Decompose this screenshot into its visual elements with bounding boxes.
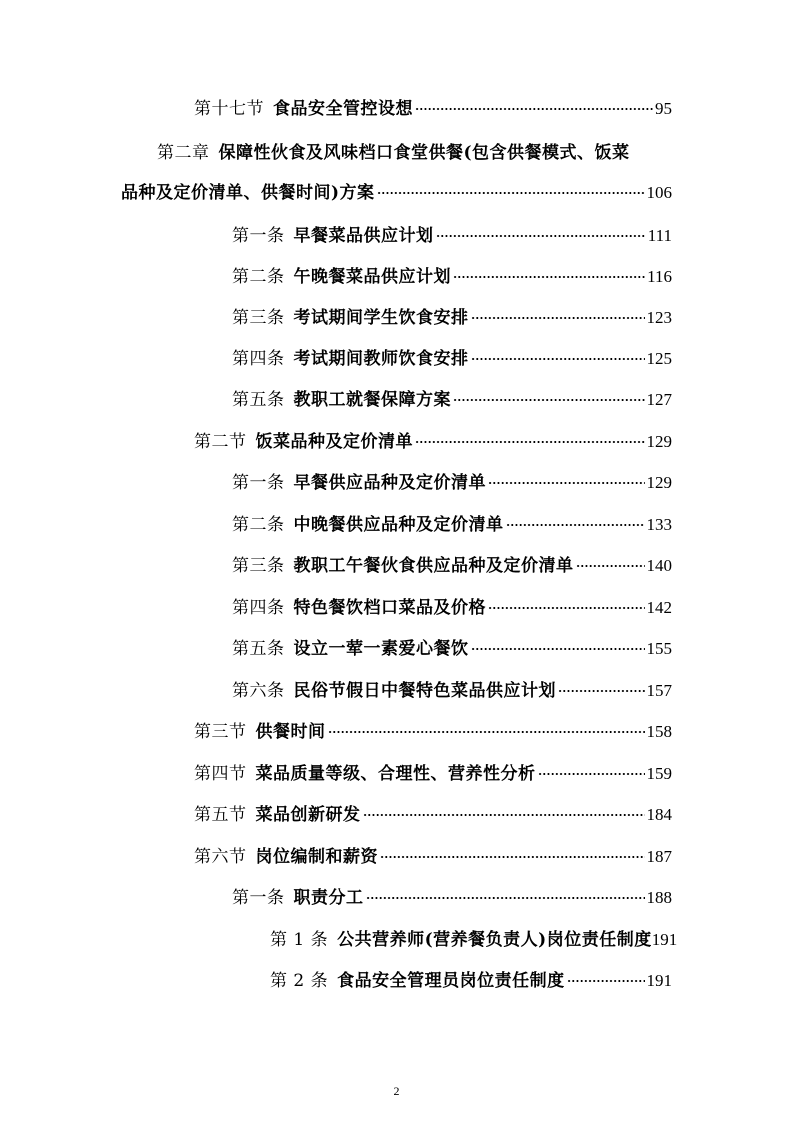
- toc-entry-page: 95: [655, 99, 672, 118]
- toc-entry[interactable]: [232, 266, 672, 288]
- toc-entry[interactable]: [270, 970, 672, 992]
- toc-entry-label: 第四条: [232, 349, 285, 369]
- toc-entry-title: 供餐时间: [255, 722, 326, 742]
- toc-entry-title: 菜品质量等级、合理性、营养性分析: [255, 764, 536, 784]
- toc-entry-page: 188: [646, 888, 672, 907]
- toc-entry-title: 教职工就餐保障方案: [293, 390, 451, 410]
- toc-entry-title: 菜品创新研发: [255, 805, 361, 825]
- toc-chapter-label: 第二章: [157, 143, 210, 163]
- toc-entry-page: 125: [646, 349, 672, 368]
- toc-entry-label: 第一条: [232, 226, 285, 246]
- toc-entry-page: 106: [646, 183, 672, 202]
- dot-leader: [488, 606, 645, 610]
- toc-entry-label: 第二条: [232, 515, 285, 535]
- toc-entry-page: 142: [646, 598, 672, 617]
- toc-entry-page: 155: [646, 639, 672, 658]
- toc-entry[interactable]: [194, 804, 672, 826]
- dot-leader: [558, 689, 645, 693]
- toc-entry[interactable]: [194, 98, 672, 120]
- toc-entry-title: 午晚餐菜品供应计划: [293, 267, 451, 287]
- toc-entry-page: 111: [647, 226, 672, 245]
- toc-entry-label: 第三节: [194, 722, 247, 742]
- toc-entry[interactable]: [232, 225, 672, 247]
- toc-entry-title: 特色餐饮档口菜品及价格: [293, 598, 486, 618]
- toc-entry[interactable]: [232, 887, 672, 909]
- toc-entry-label: 第五条: [232, 639, 285, 659]
- toc-entry-label: 第三条: [232, 308, 285, 328]
- dot-leader: [471, 357, 645, 361]
- toc-entry[interactable]: [232, 307, 672, 329]
- dot-leader: [415, 440, 645, 444]
- dot-leader: [453, 398, 645, 402]
- toc-entry-label: 第 2 条: [270, 971, 329, 991]
- toc-entry[interactable]: [194, 721, 672, 743]
- toc-entry-page: 187: [646, 847, 672, 866]
- dot-leader: [328, 730, 645, 734]
- dot-leader: [415, 107, 653, 111]
- toc-entry[interactable]: [232, 472, 672, 494]
- toc-entry-title: 食品安全管控设想: [273, 99, 413, 119]
- toc-entry-title: 岗位编制和薪资: [255, 847, 378, 867]
- toc-entry[interactable]: [194, 763, 672, 785]
- toc-entry[interactable]: [232, 638, 672, 660]
- toc-entry-label: 第二条: [232, 267, 285, 287]
- dot-leader: [453, 275, 645, 279]
- dot-leader: [380, 855, 645, 859]
- dot-leader: [471, 647, 645, 651]
- toc-entry-label: 第三条: [232, 556, 285, 576]
- toc-entry-label: 第二节: [194, 432, 247, 452]
- dot-leader: [436, 234, 646, 238]
- toc-entry-page: 133: [646, 515, 672, 534]
- toc-entry-label: 第五节: [194, 805, 247, 825]
- toc-entry-title: 饭菜品种及定价清单: [255, 432, 413, 452]
- dot-leader: [567, 979, 645, 983]
- toc-chapter-title-line2: 品种及定价清单、供餐时间)方案: [121, 183, 375, 203]
- toc-entry-title: 中晚餐供应品种及定价清单: [293, 515, 504, 535]
- toc-entry-page: 127: [646, 390, 672, 409]
- toc-entry-page: 123: [646, 308, 672, 327]
- dot-leader: [576, 564, 645, 568]
- toc-entry[interactable]: [232, 680, 672, 702]
- dot-leader: [366, 896, 645, 900]
- toc-entry[interactable]: [232, 348, 672, 370]
- toc-chapter-heading[interactable]: [157, 142, 630, 164]
- toc-entry-title: 教职工午餐伙食供应品种及定价清单: [293, 556, 574, 576]
- toc-entry-page: 157: [646, 681, 672, 700]
- toc-entry-page: 159: [646, 764, 672, 783]
- toc-entry-page: 184: [646, 805, 672, 824]
- toc-entry[interactable]: [194, 846, 672, 868]
- dot-leader: [471, 316, 645, 320]
- toc-entry-title: 民俗节假日中餐特色菜品供应计划: [293, 681, 556, 701]
- toc-entry-page: 140: [646, 556, 672, 575]
- toc-entry-label: 第十七节: [194, 99, 264, 119]
- toc-entry-title: 考试期间教师饮食安排: [293, 349, 469, 369]
- toc-entry-label: 第四条: [232, 598, 285, 618]
- toc-entry-label: 第五条: [232, 390, 285, 410]
- dot-leader: [488, 481, 645, 485]
- dot-leader: [377, 191, 645, 195]
- dot-leader: [538, 772, 645, 776]
- toc-entry-title: 公共营养师(营养餐负责人)岗位责任制度: [337, 930, 652, 950]
- page-number: 2: [393, 1084, 400, 1098]
- toc-entry-page: 116: [647, 267, 672, 286]
- toc-entry-page: 129: [646, 432, 672, 451]
- toc-entry-label: 第六节: [194, 847, 247, 867]
- toc-entry-label: 第一条: [232, 888, 285, 908]
- toc-entry-page: 158: [646, 722, 672, 741]
- toc-entry[interactable]: [232, 597, 672, 619]
- dot-leader: [506, 523, 645, 527]
- toc-entry-title: 早餐供应品种及定价清单: [293, 473, 486, 493]
- toc-entry[interactable]: [194, 431, 672, 453]
- toc-entry-page: 129: [646, 473, 672, 492]
- toc-entry-page: 191: [646, 971, 672, 990]
- toc-entry-title: 食品安全管理员岗位责任制度: [337, 971, 565, 991]
- toc-entry[interactable]: [232, 389, 672, 411]
- toc-entry-page: 191: [651, 930, 678, 949]
- toc-entry[interactable]: [270, 929, 690, 951]
- toc-entry-label: 第 1 条: [270, 930, 329, 950]
- toc-chapter-continuation[interactable]: [121, 182, 672, 204]
- toc-entry-label: 第六条: [232, 681, 285, 701]
- toc-entry-label: 第四节: [194, 764, 247, 784]
- toc-entry-title: 考试期间学生饮食安排: [293, 308, 469, 328]
- toc-entry-title: 早餐菜品供应计划: [293, 226, 434, 246]
- toc-entry-label: 第一条: [232, 473, 285, 493]
- toc-entry-title: 职责分工: [293, 888, 364, 908]
- toc-entry-title: 设立一荤一素爱心餐饮: [293, 639, 469, 659]
- toc-chapter-title-line1: 保障性伙食及风味档口食堂供餐(包含供餐模式、饭菜: [218, 143, 630, 163]
- dot-leader: [363, 813, 645, 817]
- toc-entry[interactable]: [232, 555, 672, 577]
- toc-entry[interactable]: [232, 514, 672, 536]
